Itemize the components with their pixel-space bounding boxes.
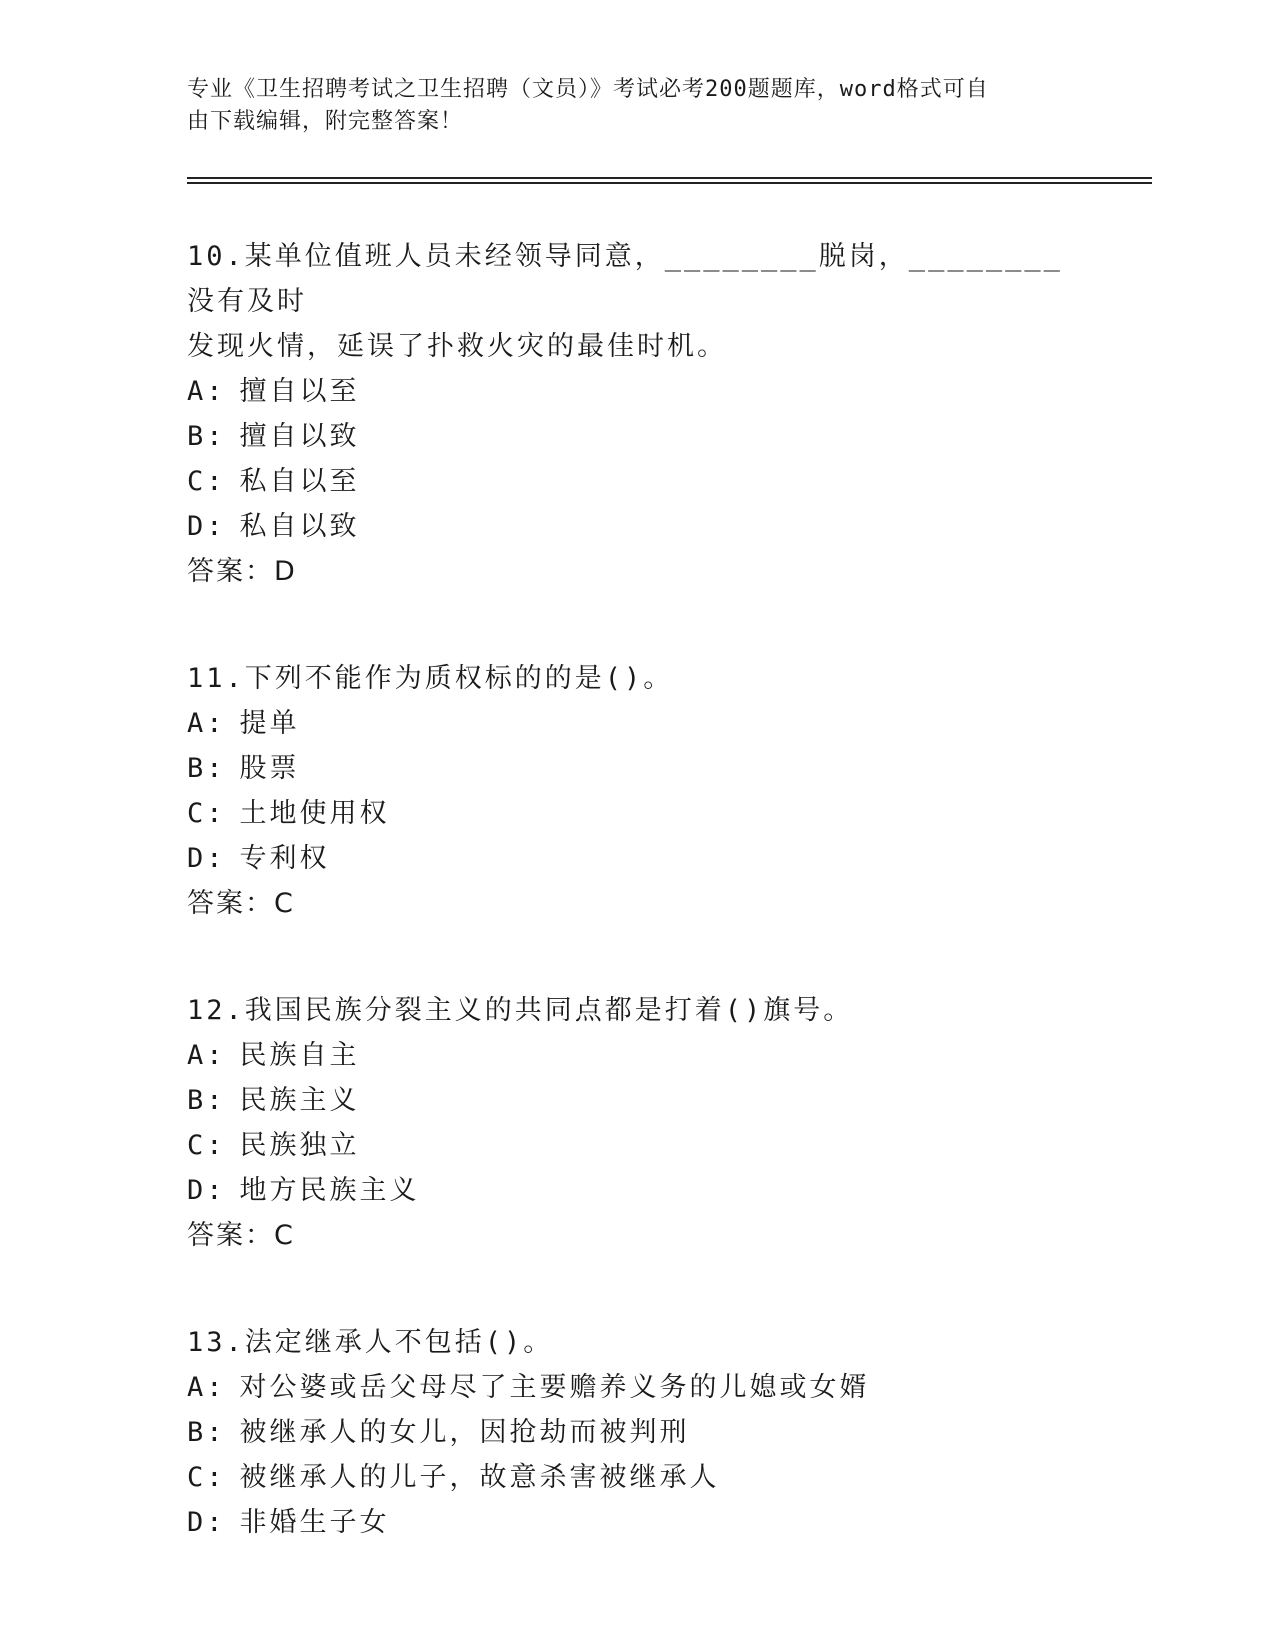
option-text: 股票 [239,753,300,784]
option-d [187,836,1087,881]
option-letter: D: [187,511,226,542]
option-text: 提单 [239,708,300,739]
option-c [187,459,1087,504]
option-text: 非婚生子女 [239,1507,390,1538]
answer-line: 答案：C [187,1220,295,1251]
option-text: 私自以至 [239,466,360,497]
option-text: 擅自以致 [239,421,360,452]
option-c [187,1455,1087,1500]
option-b [187,1410,1087,1455]
option-letter: B: [187,421,226,452]
header-divider-bottom [187,182,1152,184]
option-c [187,1123,1087,1168]
question-stem-line: 发现火情，延误了扑救火灾的最佳时机。 [187,331,727,362]
option-letter: A: [187,1372,226,1403]
question-12 [187,988,1087,1258]
option-letter: A: [187,1040,226,1071]
header-divider-top [187,177,1152,179]
question-stem-line: 10.某单位值班人员未经领导同意，________脱岗，________没有及时 [187,241,1063,317]
option-d [187,1168,1087,1213]
answer-line: 答案：C [187,888,295,919]
question-11 [187,656,1087,926]
option-a [187,1365,1087,1410]
option-a [187,701,1087,746]
question-stem-line: 11.下列不能作为质权标的的是()。 [187,663,674,694]
option-text: 民族主义 [239,1085,360,1116]
option-c [187,791,1087,836]
option-text: 被继承人的女儿，因抢劫而被判刑 [239,1417,690,1448]
option-letter: D: [187,1507,226,1538]
option-text: 专利权 [239,843,330,874]
option-letter: C: [187,1462,226,1493]
option-letter: B: [187,1085,226,1116]
option-text: 民族自主 [239,1040,360,1071]
question-list [187,234,1087,1607]
option-letter: C: [187,1130,226,1161]
option-b [187,1078,1087,1123]
question-10 [187,234,1087,594]
question-stem-line: 12.我国民族分裂主义的共同点都是打着()旗号。 [187,995,854,1026]
question-stem-line: 13.法定继承人不包括()。 [187,1327,554,1358]
option-text: 私自以致 [239,511,360,542]
question-13 [187,1320,1087,1545]
option-letter: B: [187,1417,226,1448]
option-letter: A: [187,708,226,739]
option-letter: B: [187,753,226,784]
option-letter: A: [187,376,226,407]
answer-line: 答案：D [187,556,297,587]
option-text: 被继承人的儿子，故意杀害被继承人 [239,1462,720,1493]
option-text: 民族独立 [239,1130,360,1161]
option-text: 地方民族主义 [239,1175,420,1206]
option-letter: D: [187,1175,226,1206]
option-letter: C: [187,798,226,829]
option-text: 对公婆或岳父母尽了主要赡养义务的儿媳或女婿 [239,1372,870,1403]
option-text: 土地使用权 [239,798,390,829]
option-letter: D: [187,843,226,874]
option-letter: C: [187,466,226,497]
option-d [187,504,1087,549]
option-b [187,746,1087,791]
option-a [187,369,1087,414]
option-d [187,1500,1087,1545]
header-line-2: 由下载编辑，附完整答案！ [187,109,464,134]
header-line-1: 专业《卫生招聘考试之卫生招聘（文员）》考试必考200题题库，word格式可自 [187,77,989,102]
option-text: 擅自以至 [239,376,360,407]
option-a [187,1033,1087,1078]
option-b [187,414,1087,459]
document-header [187,74,1087,138]
